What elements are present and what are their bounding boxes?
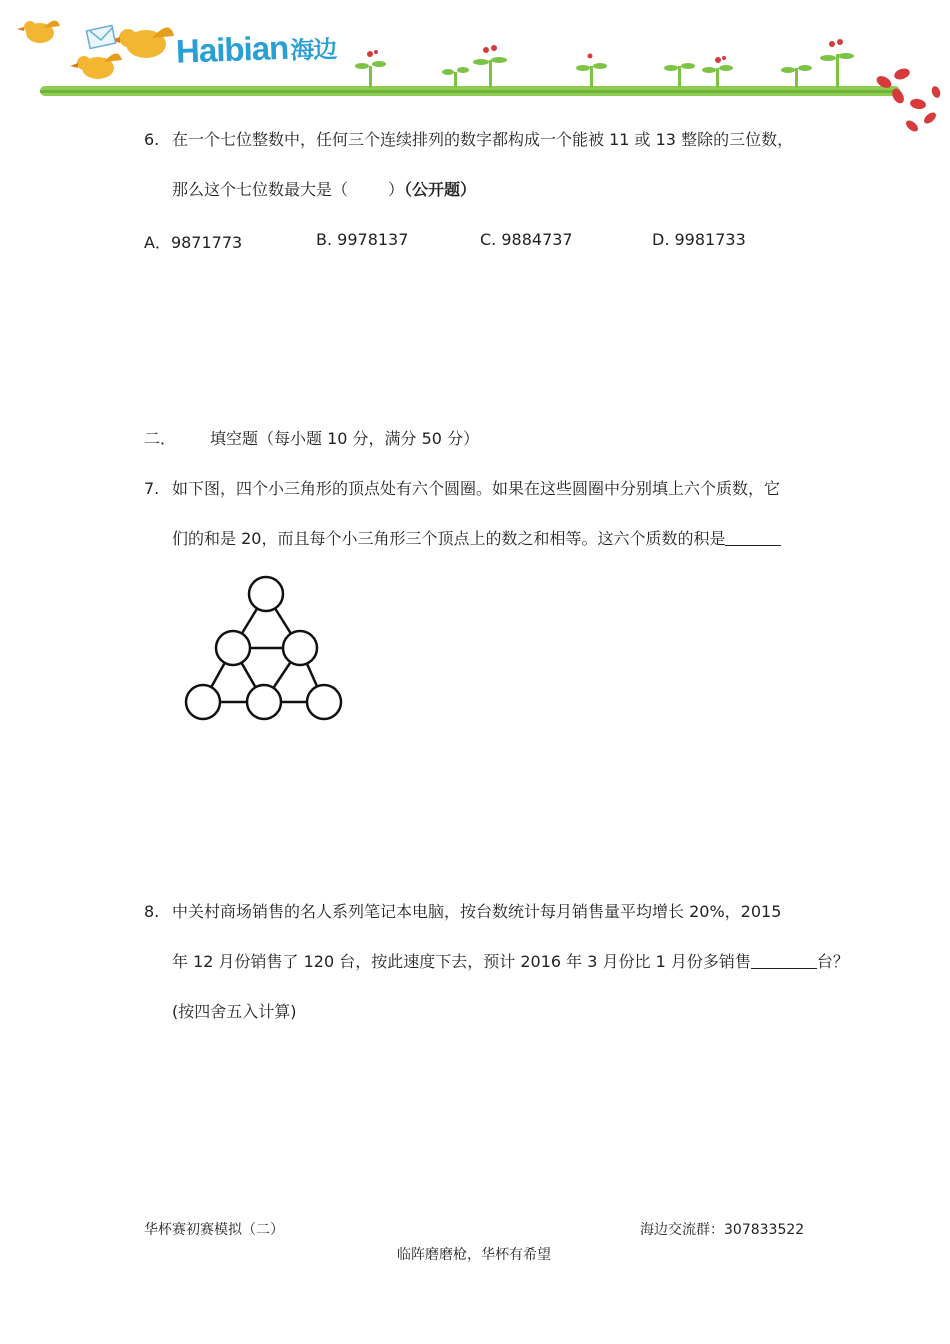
q6-line2-close: ） [388,180,405,199]
q8-line1: 中关村商场销售的名人系列笔记本电脑，按台数统计每月销售量平均增长 20%，2015 [172,902,782,921]
figure-circle-mid-left [216,631,250,665]
q8-number: 8. [144,902,160,921]
bird-icon [70,53,122,79]
figure-circle-top [249,577,283,611]
section2-number: 二． [144,429,177,448]
q6-option-d: D. 9981733 [652,230,746,249]
figure-circle-bottom-left [186,685,220,719]
header-banner [0,0,950,150]
q8-line2-unit: 台？ [816,952,849,971]
q6-line2 [172,180,476,200]
q8-line2-text: 年 12 月份销售了 120 台，按此速度下去，预计 2016 年 3 月份比 1 月份多销售 [172,952,751,971]
sprout-icon [355,53,854,88]
q6-line2-text: 那么这个七位数最大是（ [172,180,349,199]
q8-line2 [172,952,849,972]
bird-icon [17,20,60,43]
flower-bud-icon [367,39,843,63]
q6-line1: 在一个七位整数中，任何三个连续排列的数字都构成一个能被 11 或 13 整除的三位数， [172,130,794,149]
footer-right: 海边交流群：307833522 [640,1222,805,1238]
q6-tag: （公开题） [404,180,477,199]
logo-text: Haibian [175,28,289,70]
q6-option-b: B. 9978137 [316,230,409,249]
q6-number: 6. [144,130,160,149]
bird-icon [110,27,174,58]
q6-option-c: C. 9884737 [480,230,573,249]
figure-circle-mid-right [283,631,317,665]
haibian-logo [175,27,336,71]
grass-shade [40,90,900,93]
footer-left: 华杯赛初赛模拟（二） [144,1222,284,1238]
q8-answer-blank [751,952,817,969]
q6-option-a: A．9871773 [144,233,243,252]
banner-art [0,0,950,150]
q7-line2-text: 们的和是 20，而且每个小三角形三个顶点上的数之和相等。这六个质数的积是 [172,529,726,548]
q7-line2 [172,529,781,549]
footer-center: 临阵磨磨枪，华杯有希望 [397,1247,551,1263]
q8-line3: (按四舍五入计算) [172,1002,297,1021]
triangle-circles-figure [178,572,348,726]
q7-number: 7. [144,479,160,498]
q7-answer-blank [725,529,781,546]
red-flower-icon [875,67,942,134]
envelope-icon [86,25,115,48]
logo-cn: 海边 [289,36,337,65]
figure-circle-bottom-mid [247,685,281,719]
figure-circle-bottom-right [307,685,341,719]
q7-line1: 如下图，四个小三角形的顶点处有六个圆圈。如果在这些圆圈中分别填上六个质数，它 [172,479,781,498]
section2-title: 填空题（每小题 10 分，满分 50 分） [210,429,480,448]
